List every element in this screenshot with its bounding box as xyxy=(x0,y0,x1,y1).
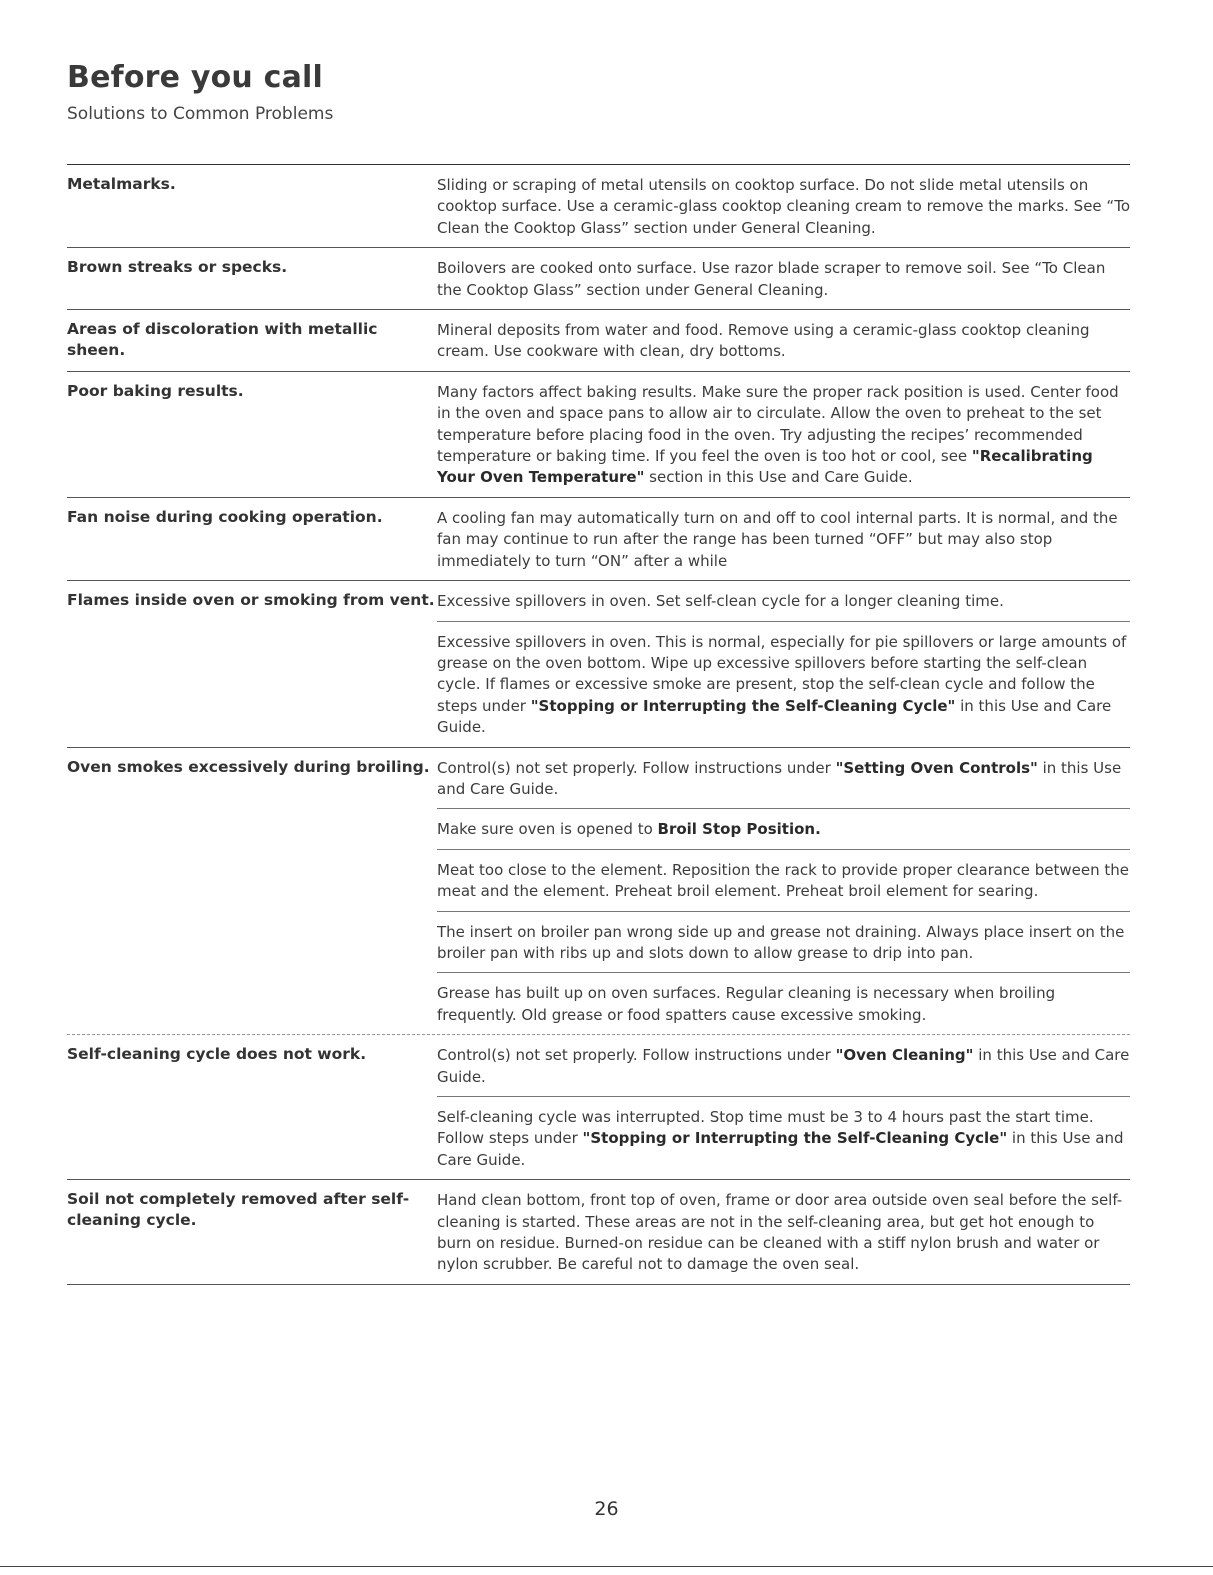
solution-segment: Control(s) not set properly. Follow instructions under xyxy=(437,758,836,777)
problem-label: Areas of discoloration with metallic sheen. xyxy=(67,320,378,360)
solutions-list xyxy=(437,310,1130,371)
solution-text xyxy=(437,912,1130,974)
problem-label: Flames inside oven or smoking from vent. xyxy=(67,591,435,610)
solution-segment: Sliding or scraping of metal utensils on cooktop surface. Do not slide metal utensils on cooktop surface. Use a ceramic-glass cooktop cleaning cream to remove the marks. See “To Clean the Cooktop Glass” section under General Cleaning. xyxy=(437,176,1130,237)
problem-row xyxy=(67,310,1130,372)
solution-segment: section in this Use and Care Guide. xyxy=(644,468,913,487)
solution-segment: in this Use and Care Guide. xyxy=(437,758,1122,798)
problem-row xyxy=(67,748,1130,1036)
troubleshooting-table xyxy=(67,164,1130,1285)
solutions-list xyxy=(437,1180,1130,1284)
problem-row xyxy=(67,372,1130,498)
problem-label: Oven smokes excessively during broiling. xyxy=(67,757,430,776)
solution-text xyxy=(437,248,1130,309)
problem-label: Self-cleaning cycle does not work. xyxy=(67,1045,367,1064)
problem-label: Fan noise during cooking operation. xyxy=(67,507,383,526)
solution-text xyxy=(437,1180,1130,1284)
solution-segment: Grease has built up on oven surfaces. Regular cleaning is necessary when broiling frequently. Old grease or food spatters cause excessive smoking. xyxy=(437,984,1056,1024)
solution-reference: "Oven Cleaning" xyxy=(835,1046,974,1065)
solution-text xyxy=(437,165,1130,247)
solution-text xyxy=(437,498,1130,580)
solutions-list xyxy=(437,498,1130,580)
solutions-list xyxy=(437,748,1130,1035)
solution-text xyxy=(437,310,1130,371)
problem-label: Metalmarks. xyxy=(67,175,176,193)
solution-segment: Meat too close to the element. Reposition the rack to provide proper clearance between the meat and the element. Preheat broil element. Preheat broil element for searing. xyxy=(437,860,1129,901)
solution-segment: Excessive spillovers in oven. This is normal, especially for pie spillovers or large amounts of grease on the oven bottom. Wipe up excessive spillovers before starting the self-clean cycle. If flames or excessive smoke are present, stop the self-clean cycle and follow the steps under xyxy=(437,632,1127,715)
solution-text xyxy=(437,973,1130,1034)
problem-row xyxy=(67,498,1130,581)
solution-segment: Boilovers are cooked onto surface. Use razor blade scraper to remove soil. See “To Clean the Cooktop Glass” section under General Cleaning. xyxy=(437,259,1106,299)
solution-text xyxy=(437,850,1130,912)
solution-segment: Control(s) not set properly. Follow instructions under xyxy=(437,1046,836,1065)
page-number: 26 xyxy=(594,1498,619,1520)
solutions-list xyxy=(437,1035,1130,1179)
solution-segment: Self-cleaning cycle was interrupted. Stop time must be 3 to 4 hours past the start time. Follow steps under xyxy=(437,1108,1094,1148)
page-title: Before you call xyxy=(67,60,324,95)
solutions-list xyxy=(437,248,1130,309)
bottom-rule xyxy=(0,1566,1213,1567)
solution-segment: Hand clean bottom, front top of oven, frame or door area outside oven seal before the self-cleaning is started. These areas are not in the self-cleaning area, but get hot enough to burn on residue. Burned-on residue can be cleaned with a stiff nylon brush and water or nylon scrubber. Be careful not to damage the oven seal. xyxy=(437,1191,1123,1274)
solution-reference: "Stopping or Interrupting the Self-Cleaning Cycle" xyxy=(530,696,956,715)
solution-reference: "Recalibrating Your Oven Temperature" xyxy=(437,447,1093,487)
solution-segment: Make sure oven is opened to xyxy=(437,820,658,839)
problem-label: Brown streaks or specks. xyxy=(67,258,288,277)
solutions-list xyxy=(437,372,1130,497)
solution-segment: A cooling fan may automatically turn on and off to cool internal parts. It is normal, and the fan may continue to run after the range has been turned “OFF” but may also stop immediately to turn “ON” after a while xyxy=(437,508,1118,570)
solution-reference: Broil Stop Position. xyxy=(657,820,821,839)
solution-segment: in this Use and Care Guide. xyxy=(437,1046,1130,1086)
solution-reference: "Setting Oven Controls" xyxy=(835,758,1038,777)
solutions-list xyxy=(437,165,1130,247)
solution-text xyxy=(437,809,1130,849)
solution-text xyxy=(437,748,1130,810)
solution-segment: Mineral deposits from water and food. Remove using a ceramic-glass cooktop cleaning cream. Use cookware with clean, dry bottoms. xyxy=(437,321,1090,361)
problem-row xyxy=(67,1035,1130,1180)
solution-text xyxy=(437,372,1130,497)
solution-segment: Many factors affect baking results. Make sure the proper rack position is used. Center food in the oven and space pans to allow air to circulate. Allow the oven to preheat to the set temperature before placing food in the oven. Try adjusting the recipes’ recommended temperature or baking time. If you feel the oven is too hot or cool, see xyxy=(437,382,1119,466)
solution-segment: The insert on broiler pan wrong side up and grease not draining. Always place insert on the broiler pan with ribs up and slots down to allow grease to drip into pan. xyxy=(437,922,1125,962)
solution-segment: Excessive spillovers in oven. Set self-clean cycle for a longer cleaning time. xyxy=(437,592,1004,611)
solution-text xyxy=(437,581,1130,621)
page-subtitle: Solutions to Common Problems xyxy=(67,104,334,124)
problem-label: Soil not completely removed after self-cleaning cycle. xyxy=(67,1190,410,1230)
problem-label: Poor baking results. xyxy=(67,381,244,400)
solution-reference: "Stopping or Interrupting the Self-Cleaning Cycle" xyxy=(582,1129,1008,1148)
solution-text xyxy=(437,622,1130,747)
solution-segment: in this Use and Care Guide. xyxy=(437,1129,1124,1169)
problem-row xyxy=(67,1180,1130,1285)
solution-text xyxy=(437,1035,1130,1097)
solution-segment: in this Use and Care Guide. xyxy=(437,696,1112,737)
solution-text xyxy=(437,1097,1130,1179)
problem-row xyxy=(67,165,1130,248)
problem-row xyxy=(67,581,1130,747)
solutions-list xyxy=(437,581,1130,746)
problem-row xyxy=(67,248,1130,310)
